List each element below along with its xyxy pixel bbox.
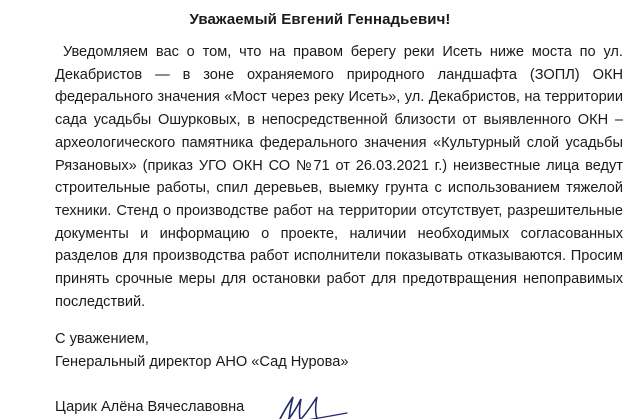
signature-stroke-3 [301, 397, 318, 419]
signer-position: Генеральный директор АНО «Сад Нурова» [55, 354, 349, 370]
signature-stroke-2 [285, 399, 301, 419]
signature-stroke-4 [275, 413, 347, 419]
closing-phrase: С уважением, [55, 331, 149, 347]
handwritten-signature [265, 391, 355, 419]
letter-body: Уведомляем вас о том, что на правом берегу реки Исеть ниже моста по ул. Декабристов — в зоне охраняемого природного ландшафта (ЗОПЛ) ОКН федерального значения «Мост через реку Исеть», ул. Декабристов, на территории сада усадьбы Ошурковых, в непосредственной близости от выявленного ОКН – археологического памятника федерального значения «Культурный слой усадьбы Рязановых» (приказ УГО ОКН СО №71 от 26.03.2021 г.) неизвестные лица ведут строительные работы, спил деревьев, выемку грунта с использованием тяжелой техники. Стенд о производстве работ на территории отсутствует, разрешительные документы и информацию о проекте, наличии необходимых согласованных разделов для производства работ исполнители показывать отказываются. Просим принять срочные меры для остановки работ для предотвращения непоправимых последствий. [55, 44, 623, 310]
letter-greeting: Уважаемый Евгений Геннадьевич! [189, 11, 451, 28]
signer-name: Царик Алёна Вячеславовна [55, 399, 245, 415]
